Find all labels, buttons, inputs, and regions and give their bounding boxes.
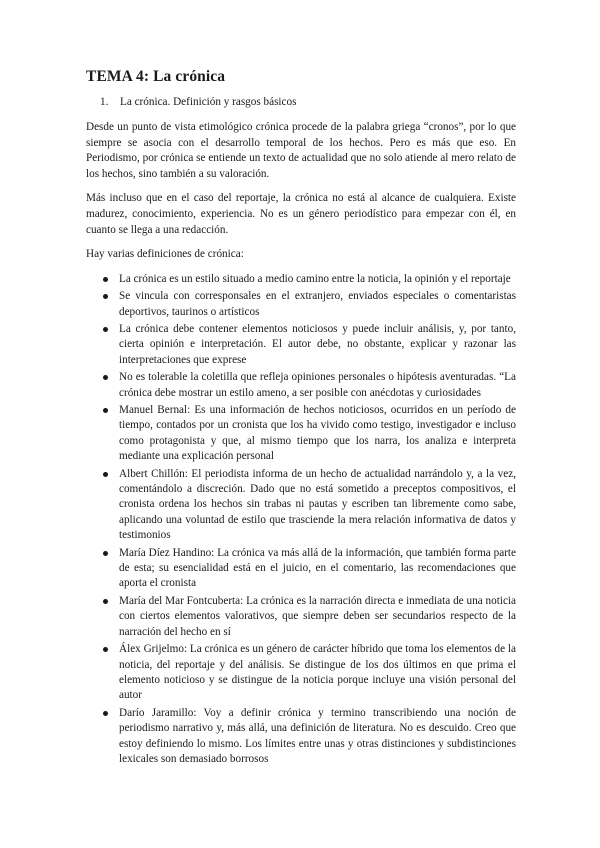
paragraph-etymology: Desde un punto de vista etimológico crónica procede de la palabra griega “cronos”, por lo que siempre se asocia con el desarrollo temporal de los hechos. Pero es más que eso. En Periodismo, por crónica se entiende un texto de actualidad que no solo atiende al mero relato de los hechos, sino también a su valoración. [86,121,516,180]
list-item-text: Se vincula con corresponsales en el extranjero, enviados especiales o comentaristas deportivos, taurinos o artísticos [119,290,516,318]
list-item [119,467,516,544]
list-item [119,403,516,465]
list-item-text: Álex Grijelmo: La crónica es un género de carácter híbrido que toma los elementos de la noticia, del reportaje y del análisis. Se distingue de los dos últimos en que prima el elemento noticioso y se distingue de la noticia porque incluye una visión personal del autor [119,643,516,702]
section-number: 1. [100,96,109,108]
bullet-icon [103,551,108,556]
list-item [119,322,516,368]
bullet-icon [103,327,108,332]
bullet-icon [103,294,108,299]
list-item-text: Albert Chillón: El periodista informa de un hecho de actualidad narrándolo y, a la vez, comentándolo a discreción. Dado que no está sometido a preceptos compositivos, el cronista ordena los hechos sin trabas ni pautas y escriben tan libremente como sabe, aplicando una voluntad de estilo que trasciende la mera relación informativa de datos y testimonios [119,467,516,542]
bullet-icon [103,711,108,716]
document-title: TEMA 4: La crónica [86,68,226,85]
section-heading [100,95,516,110]
list-item [119,546,516,592]
list-item-text: María Díez Handino: La crónica va más allá de la información, que también forma parte de esta; su esencialidad está en el juicio, en el comentario, las recomendaciones que aporta el cronista [119,546,516,590]
bullet-icon [103,647,108,652]
definitions-list [86,272,516,768]
list-item [119,370,516,401]
bullet-icon [103,599,108,604]
paragraph-experience: Más incluso que en el caso del reportaje, la crónica no está al alcance de cualquiera. Existe madurez, conocimiento, experiencia. No es un género periodístico para empezar con él, en cuanto se llega a una redacción. [86,192,516,236]
list-item-text: Manuel Bernal: Es una información de hechos noticiosos, ocurridos en un período de tiempo, contados por un cronista que los ha vivido como testigo, investigador e incluso como protagonista y que, al mismo tiempo que los narra, los analiza e interpreta mediante una explicación personal [119,404,516,463]
bullet-icon [103,277,108,282]
bullet-icon [103,408,108,413]
bullet-icon [103,472,108,477]
list-item-text: La crónica es un estilo situado a medio camino entre la noticia, la opinión y el reportaje [119,272,511,285]
bullet-icon [103,375,108,380]
list-item-text: No es tolerable la coletilla que refleja opiniones personales o hipótesis aventuradas. “La crónica debe mostrar un estilo ameno, a ser posible con anécdotas y curiosidades [119,371,516,399]
section-label: La crónica. Definición y rasgos básicos [120,96,297,108]
list-item-text: Darío Jaramillo: Voy a definir crónica y termino transcribiendo una noción de periodismo narrativo y, más allá, una definición de literatura. No es descuido. Creo que estoy definiendo lo mismo. Los límites entre unas y otras distinciones y subdistinciones lexicales son demasiado borrosos [119,706,516,765]
paragraph-definitions-intro: Hay varias definiciones de crónica: [86,248,244,261]
list-item [119,706,516,768]
list-item-text: La crónica debe contener elementos noticiosos y puede incluir análisis, y, por tanto, cierta opinión e interpretación. El autor debe, no obstante, explicar y razonar las interpretaciones que exprese [119,322,516,366]
list-item [119,272,516,287]
list-item-text: María del Mar Fontcuberta: La crónica es la narración directa e inmediata de una noticia con ciertos elementos valorativos, que siempre deben ser secundarios respecto de la narración del hecho en sí [119,594,516,638]
list-item [119,594,516,640]
list-item [119,289,516,320]
list-item [119,642,516,704]
